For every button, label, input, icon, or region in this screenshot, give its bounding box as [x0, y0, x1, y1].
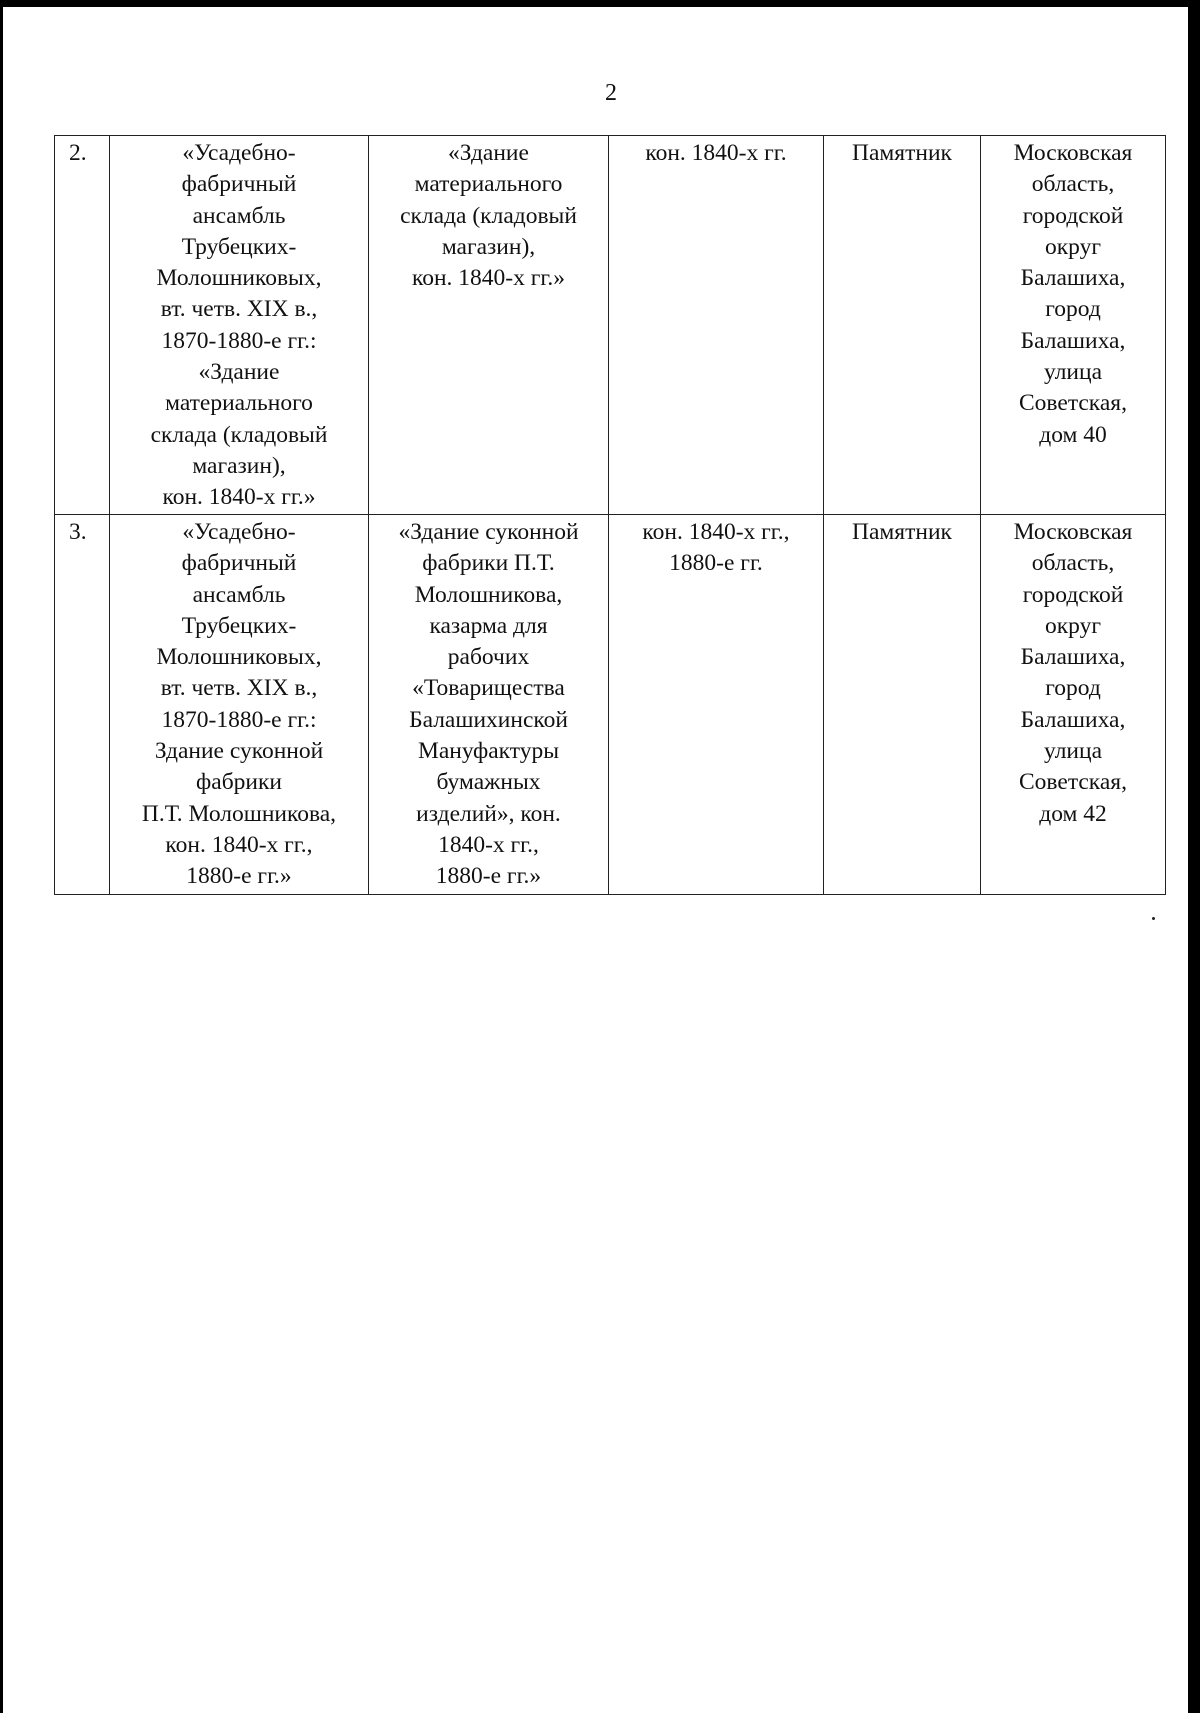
row-number: 2.	[55, 136, 110, 515]
cell-line: «Здание	[448, 140, 529, 166]
row-number: 3.	[55, 515, 110, 895]
cell-line: склада (кладовый	[150, 421, 328, 448]
cell-line: магазин),	[441, 233, 536, 260]
page-number: 2	[605, 80, 617, 106]
scan-speck	[1152, 917, 1155, 920]
cell-line: ансамбль	[192, 202, 286, 229]
cell-line: Балашиха,	[1020, 327, 1126, 354]
cell-line: дом 42	[1039, 800, 1107, 827]
cell-line: «Усадебно-	[182, 519, 296, 545]
cell-line: 1870-1880-е гг.:	[161, 327, 317, 354]
cell-line: город	[1045, 675, 1101, 702]
cell-line: 1880-е гг.	[669, 550, 763, 577]
cell-line: Московская	[1013, 140, 1133, 166]
cell-line: городской	[1022, 202, 1124, 229]
cell-line: Памятник	[852, 140, 952, 166]
address-cell	[981, 515, 1166, 895]
object-cell	[369, 515, 609, 895]
cell-line: Балашиха,	[1020, 265, 1126, 292]
cell-line: улица	[1043, 738, 1103, 765]
cell-line: Мануфактуры	[417, 738, 560, 765]
table-row	[55, 136, 1166, 515]
cell-line: улица	[1043, 359, 1103, 386]
dating-cell	[609, 515, 824, 895]
ensemble-cell	[110, 136, 369, 515]
cell-line: 1880-е гг.»	[435, 863, 542, 890]
cell-line: вт. четв. XIX в.,	[160, 296, 318, 323]
cell-line: Трубецких-	[181, 612, 297, 639]
cell-line: бумажных	[436, 769, 541, 796]
cell-line: «Товарищества	[412, 675, 565, 702]
scan-border-top	[0, 0, 1200, 7]
cell-line: Молошникова,	[414, 581, 563, 608]
cell-line: Здание суконной	[154, 738, 324, 765]
cell-line: Молошниковых,	[156, 644, 322, 671]
category-cell	[824, 515, 981, 895]
scan-border-right	[1188, 0, 1200, 1713]
object-cell	[369, 136, 609, 515]
dating-cell	[609, 136, 824, 515]
cell-line: дом 40	[1039, 421, 1107, 448]
category-cell	[824, 136, 981, 515]
cell-line: Молошниковых,	[156, 265, 322, 292]
cell-line: изделий», кон.	[416, 800, 561, 827]
ensemble-cell	[110, 515, 369, 895]
cell-line: казарма для	[429, 612, 548, 639]
cell-line: кон. 1840-х гг.,	[642, 519, 790, 545]
address-cell	[981, 136, 1166, 515]
cell-line: фабрики	[196, 769, 282, 796]
cell-line: городской	[1022, 581, 1124, 608]
cell-line: Советская,	[1019, 769, 1127, 796]
cell-line: материального	[165, 390, 313, 417]
cell-line: Памятник	[852, 519, 952, 545]
cell-line: рабочих	[447, 644, 530, 671]
cell-line: округ	[1045, 612, 1101, 639]
cell-line: кон. 1840-х гг.»	[411, 265, 565, 292]
cell-line: город	[1045, 296, 1101, 323]
cell-line: П.Т. Молошникова,	[141, 800, 337, 827]
cell-line: фабричный	[181, 171, 297, 198]
cell-line: Балашиха,	[1020, 706, 1126, 733]
cell-line: 1880-е гг.»	[186, 863, 292, 890]
cell-line: Балашиха,	[1020, 644, 1126, 671]
cell-line: 1840-х гг.,	[438, 831, 539, 858]
cell-line: Московская	[1013, 519, 1133, 545]
cell-line: область,	[1031, 550, 1115, 577]
cell-line: фабрики П.Т.	[422, 550, 555, 577]
cell-line: фабричный	[181, 550, 297, 577]
cell-line: кон. 1840-х гг.,	[165, 831, 313, 858]
heritage-registry-table	[54, 135, 1166, 895]
cell-line: «Здание	[198, 359, 280, 386]
cell-line: Трубецких-	[181, 233, 297, 260]
scan-border-left	[0, 0, 3, 1713]
cell-line: кон. 1840-х гг.»	[162, 484, 316, 511]
cell-line: кон. 1840-х гг.	[645, 140, 787, 166]
cell-line: магазин),	[192, 452, 286, 479]
cell-line: Советская,	[1019, 390, 1127, 417]
cell-line: область,	[1031, 171, 1115, 198]
cell-line: материального	[414, 171, 563, 198]
cell-line: «Здание суконной	[398, 519, 579, 545]
cell-line: Балашихинской	[409, 706, 568, 733]
cell-line: склада (кладовый	[400, 202, 577, 229]
cell-line: 1870-1880-е гг.:	[161, 706, 317, 733]
cell-line: «Усадебно-	[182, 140, 296, 166]
cell-line: ансамбль	[192, 581, 286, 608]
table-row	[55, 515, 1166, 895]
cell-line: округ	[1045, 233, 1101, 260]
cell-line: вт. четв. XIX в.,	[160, 675, 318, 702]
